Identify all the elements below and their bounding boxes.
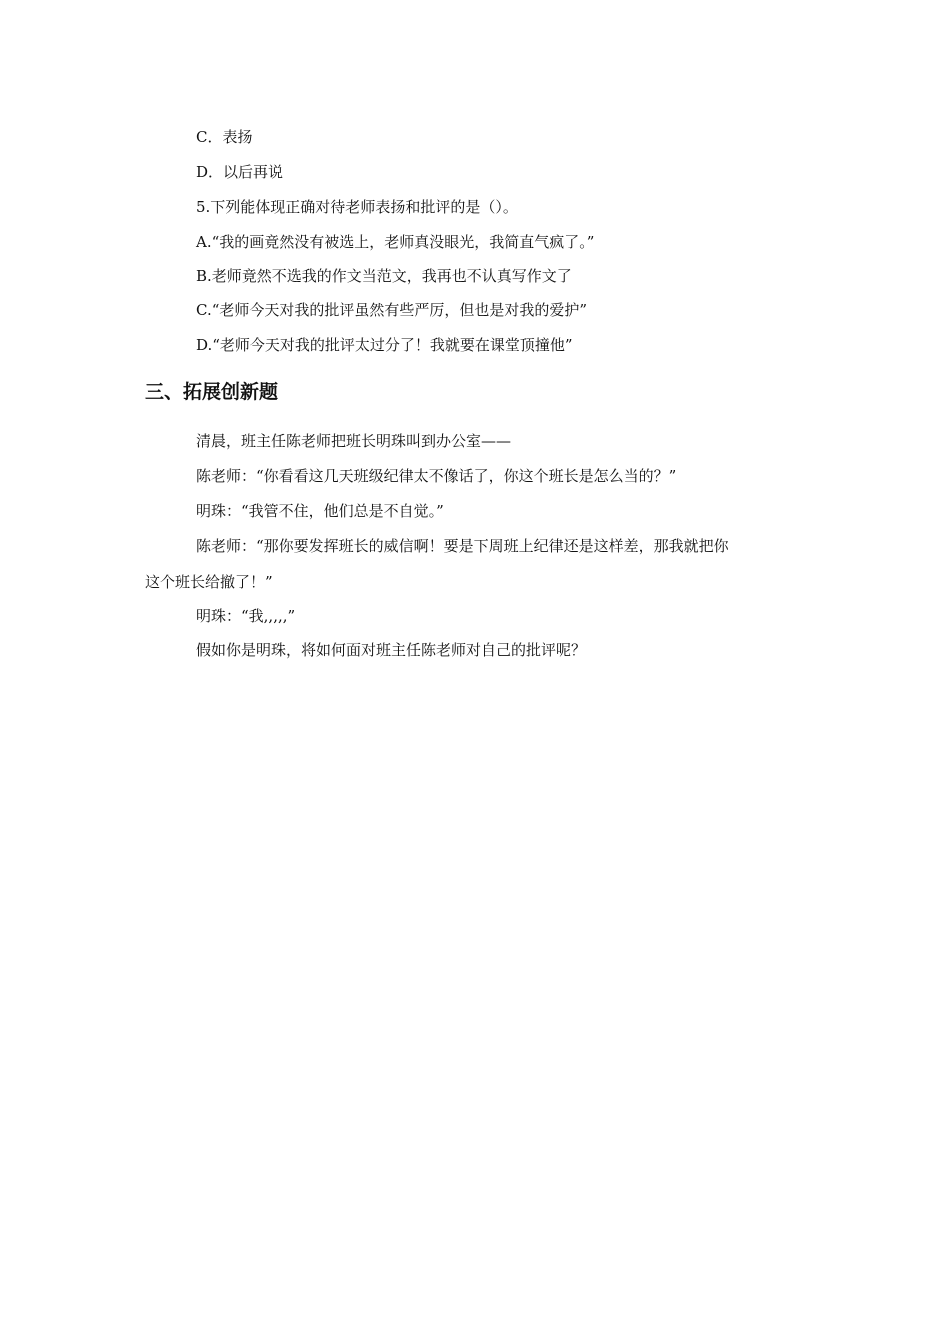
- paragraph-teacher-2-line1: 陈老师：“那你要发挥班长的威信啊！要是下周班上纪律还是这样差，那我就把你: [196, 537, 729, 555]
- paragraph-student-1: 明珠：“我管不住，他们总是不自觉。”: [196, 502, 444, 520]
- paragraph-teacher-1: 陈老师：“你看看这几天班级纪律太不像话了，你这个班长是怎么当的？”: [196, 467, 677, 485]
- q5-stem: 5.下列能体现正确对待老师表扬和批评的是（）。: [196, 198, 518, 216]
- q5-option-a: A.“我的画竟然没有被选上，老师真没眼光，我简直气疯了。”: [196, 233, 595, 251]
- q5-option-c: C.“老师今天对我的批评虽然有些严厉，但也是对我的爱护”: [196, 301, 588, 319]
- paragraph-intro: 清晨，班主任陈老师把班长明珠叫到办公室——: [196, 432, 512, 450]
- q4-option-c: C．表扬: [196, 128, 253, 146]
- paragraph-question: 假如你是明珠，将如何面对班主任陈老师对自己的批评呢？: [196, 641, 587, 659]
- q5-option-d: D.“老师今天对我的批评太过分了！我就要在课堂顶撞他”: [196, 336, 573, 354]
- q4-option-d: D．以后再说: [196, 163, 284, 181]
- q5-option-b: B.老师竟然不选我的作文当范文，我再也不认真写作文了: [196, 267, 572, 285]
- section3-heading: 三、拓展创新题: [145, 381, 279, 403]
- paragraph-student-2: 明珠：“我,,,,,”: [196, 607, 296, 625]
- paragraph-teacher-2-line2: 这个班长给撤了！”: [145, 573, 273, 591]
